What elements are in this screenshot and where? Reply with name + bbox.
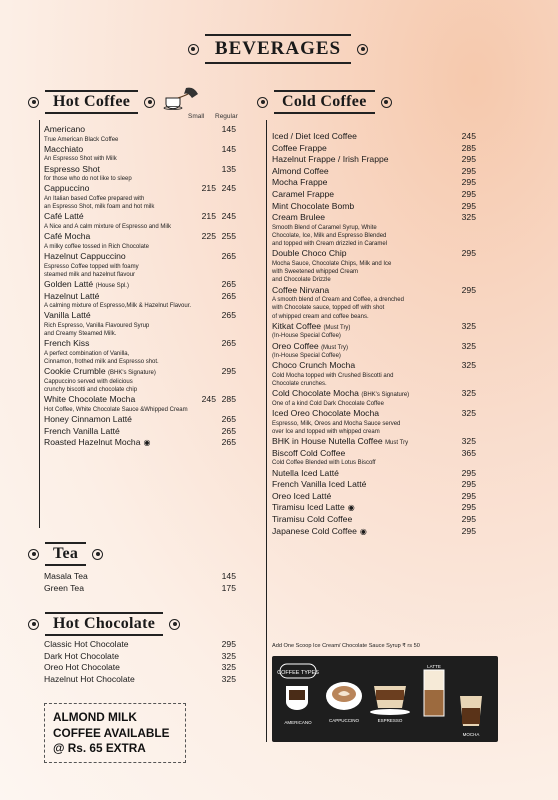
menu-item [44, 124, 240, 136]
tea-list [44, 571, 240, 594]
menu-item [272, 388, 476, 400]
item-price: 245 [461, 131, 476, 141]
item-name-text: Choco Crunch Mocha [272, 360, 356, 371]
item-price: 295 [461, 502, 476, 513]
item-name [44, 394, 135, 406]
item-name-text: Iced Oreo Chocolate Mocha [272, 408, 380, 419]
coffee-types-illustration [272, 656, 498, 742]
item-name-text: Cream Brulee [272, 212, 326, 223]
menu-item [44, 583, 240, 595]
price-small: 225 [201, 231, 216, 242]
item-description: steamed milk and hazelnut flavour [44, 271, 136, 278]
ornament-dot-icon [28, 549, 39, 560]
item-description: for those who do not like to sleep [44, 176, 132, 183]
ornament-dot-icon [92, 549, 103, 560]
item-name: Classic Hot Chocolate [44, 639, 129, 649]
item-name-text: Oreo Iced Latté [272, 490, 332, 501]
menu-item [272, 166, 476, 178]
ornament-dot-icon [188, 44, 199, 55]
item-name [44, 338, 89, 350]
item-name-text: French Kiss [44, 338, 90, 349]
art-label: AMERICANO [284, 720, 312, 725]
item-name-text: French Vanilla Latté [44, 425, 120, 436]
item-tag: (Must Try) [323, 324, 351, 331]
menu-item [272, 248, 476, 260]
item-price: 325 [461, 340, 476, 351]
menu-item [272, 177, 476, 189]
menu-item [44, 571, 240, 583]
item-description: An Italian based Coffee prepared with [44, 195, 145, 202]
menu-item [44, 183, 240, 195]
cold-coffee-list [272, 131, 476, 537]
price-regular: 145 [221, 143, 236, 154]
item-description: One of a kind Cold Dark Chocolate Coffee [272, 400, 384, 407]
ornament-dot-icon [357, 44, 368, 55]
menu-item [44, 291, 240, 303]
menu-item [44, 164, 240, 176]
item-description: Cold Coffee Blended with Lotus Biscoff [272, 460, 376, 467]
item-price: 365 [461, 447, 476, 458]
hot-coffee-list [44, 124, 240, 449]
ornament-dot-icon [28, 619, 39, 630]
tea-heading [28, 542, 103, 566]
item-name: Green Tea [44, 582, 84, 593]
menu-item [272, 514, 476, 526]
item-name-text: Roasted Hazelnut Mocha [44, 437, 141, 448]
item-description: Hot Coffee, White Chocolate Sauce &Whipped Cream [44, 406, 188, 413]
item-price: 325 [461, 212, 476, 223]
item-price: 285 [461, 142, 476, 153]
item-price: 145 [221, 571, 236, 581]
menu-item [44, 394, 240, 406]
price-regular: 285 [221, 394, 236, 405]
menu-item [44, 338, 240, 350]
item-name: Hazelnut Hot Chocolate [44, 673, 135, 684]
menu-item [44, 651, 240, 663]
price-regular: 265 [221, 338, 236, 349]
item-name [272, 388, 409, 402]
item-description: A Nice and A calm mixture of Espresso and Milk [44, 223, 172, 230]
item-name-text: Mocha Frappe [272, 177, 328, 188]
item-description: Cinnamon, frothed milk and Espresso shot. [44, 359, 159, 366]
menu-item [272, 212, 476, 224]
item-name-text: Cold Chocolate Mocha [272, 388, 359, 399]
menu-item [44, 211, 240, 223]
coffee-pot-icon [162, 84, 202, 110]
item-name-text: Golden Latté [44, 278, 94, 289]
item-price: 295 [461, 177, 476, 188]
item-tag: (BHK's Signature) [361, 392, 410, 399]
item-price: 295 [461, 248, 476, 259]
item-price: 295 [461, 513, 476, 524]
item-description: True American Black Coffee [44, 136, 119, 143]
item-price: 325 [461, 388, 476, 399]
column-regular: Regular [215, 113, 238, 120]
hot-chocolate-title: Hot Chocolate [45, 612, 163, 636]
item-description: of whipped cream and coffee beans. [272, 313, 369, 320]
item-price: 175 [221, 582, 236, 593]
menu-item [272, 408, 476, 420]
almond-milk-promo [44, 703, 186, 763]
menu-item [272, 131, 476, 143]
item-description: and topped with Cream drizzled in Caramel [272, 241, 388, 248]
item-description: (In-House Special Coffee) [272, 353, 341, 360]
item-name-text: Hazelnut Frappe / Irish Frappe [272, 154, 389, 165]
item-name-text: Double Choco Chip [272, 248, 347, 259]
item-name-text: Nutella Iced Latté [272, 467, 339, 478]
item-name [44, 211, 84, 223]
item-description: Mocha Sauce, Chocolate Chips, Milk and Ice [272, 260, 392, 267]
item-name [272, 177, 327, 189]
menu-item [272, 321, 476, 333]
item-name-text: Iced / Diet Iced Coffee [272, 131, 357, 141]
item-name [272, 248, 347, 260]
menu-item [44, 639, 240, 651]
item-name-text: Coffee Nirvana [272, 284, 330, 295]
add-on-note: Add One Scoop Ice Cream/ Chocolate Sauce Syrup ₹ rs 50 [272, 643, 420, 649]
menu-item [272, 502, 476, 514]
price-small: 245 [201, 394, 216, 405]
hot-chocolate-list [44, 639, 240, 685]
art-label: COFFEE TYPES [277, 670, 319, 676]
menu-item [44, 310, 240, 322]
item-description: Chocolate crunches. [272, 381, 327, 388]
item-name-text: Café Mocha [44, 231, 91, 242]
item-name-text: Coffee Frappe [272, 142, 327, 153]
ornament-dot-icon [169, 619, 180, 630]
item-name [272, 491, 331, 503]
price-regular: 255 [221, 231, 236, 242]
left-divider [39, 120, 40, 528]
menu-item [272, 491, 476, 503]
menu-item [44, 251, 240, 263]
art-label: CAPPUCCINO [328, 718, 360, 723]
item-name-text: Hazelnut Latté [44, 290, 100, 301]
item-price: 325 [221, 673, 236, 684]
menu-item [44, 662, 240, 674]
item-name [272, 514, 352, 526]
item-description: with Chocolate sauce, topped off with shot [272, 305, 385, 312]
item-price: 325 [461, 360, 476, 371]
menu-item [272, 468, 476, 480]
ornament-dot-icon [28, 97, 39, 108]
item-description: Cold Mocha topped with Crushed Biscotti and [272, 372, 394, 379]
item-name-text: Honey Cinnamon Latté [44, 414, 132, 425]
item-description: Cappuccino served with delicious [44, 378, 133, 385]
item-name [272, 502, 355, 514]
item-name [272, 360, 355, 372]
price-regular: 265 [221, 290, 236, 301]
price-regular: 265 [221, 437, 236, 448]
item-name [272, 479, 366, 491]
promo-line: COFFEE AVAILABLE [53, 725, 170, 740]
menu-item [44, 426, 240, 438]
item-price: 295 [461, 479, 476, 490]
item-price: 295 [461, 165, 476, 176]
item-name [44, 164, 100, 176]
cold-coffee-title: Cold Coffee [274, 90, 375, 114]
item-tag: Must Try [385, 440, 409, 447]
price-regular: 265 [221, 278, 236, 289]
item-price: 295 [461, 284, 476, 295]
item-name [44, 231, 90, 243]
menu-item [272, 526, 476, 538]
menu-item [272, 285, 476, 297]
art-label: MOCHA [462, 732, 480, 737]
menu-item [44, 279, 240, 291]
item-name [272, 341, 348, 355]
item-name-text: Cappuccino [44, 183, 90, 194]
item-name-text: White Chocolate Mocha [44, 394, 136, 405]
item-description: over Ice and topped with whipped cream [272, 428, 380, 435]
item-name [44, 251, 126, 263]
item-name [272, 201, 354, 213]
item-description: Smooth Blend of Caramel Syrup, White [272, 224, 377, 231]
price-regular: 265 [221, 425, 236, 436]
item-price: 325 [461, 436, 476, 447]
item-name [44, 426, 120, 438]
item-name-text: Caramel Frappe [272, 188, 335, 199]
price-regular: 265 [221, 310, 236, 321]
item-description: with Sweetened whipped Cream [272, 269, 359, 276]
item-name-text: Macchiato [44, 143, 84, 154]
item-description: A smooth blend of Cream and Coffee, a drenched [272, 297, 404, 304]
item-description: an Espresso Shot, milk foam and hot milk [44, 204, 155, 211]
veg-icon: ◉ [143, 438, 151, 448]
item-price: 295 [221, 639, 236, 649]
art-label: LATTE [427, 664, 441, 669]
item-name [44, 437, 150, 449]
price-regular: 135 [221, 163, 236, 174]
item-name-text: Japanese Cold Coffee [272, 525, 357, 536]
item-name [272, 143, 327, 155]
menu-item [272, 341, 476, 353]
item-name [44, 183, 89, 195]
item-price: 325 [221, 662, 236, 673]
item-name: Oreo Hot Chocolate [44, 662, 120, 673]
item-name-text: BHK in House Nutella Coffee [272, 436, 383, 447]
item-name [272, 468, 339, 480]
menu-item [272, 189, 476, 201]
item-description: Espresso Coffee topped with foamy [44, 263, 139, 270]
item-price: 295 [461, 154, 476, 165]
item-name-text: Tiramisu Cold Coffee [272, 513, 353, 524]
item-name [272, 408, 379, 420]
item-name [272, 212, 325, 224]
menu-item [44, 437, 240, 449]
item-description: and Creamy Steamed Milk. [44, 331, 117, 338]
item-name-text: Oreo Coffee [272, 340, 319, 351]
item-tag: (BHK's Signature) [108, 370, 156, 377]
item-description: An Espresso Shot with Milk [44, 156, 117, 163]
item-description: Rich Espresso, Vanilla Flavoured Syrup [44, 322, 150, 329]
menu-item [44, 414, 240, 426]
item-description: Espresso, Milk, Oreos and Mocha Sauce served [272, 420, 401, 427]
price-small: 215 [201, 183, 216, 194]
page-title [165, 34, 391, 64]
item-price: 295 [461, 490, 476, 501]
item-name-text: Hazelnut Cappuccino [44, 250, 126, 261]
item-name [272, 526, 367, 538]
item-name-text: French Vanilla Iced Latté [272, 479, 367, 490]
item-name [272, 189, 334, 201]
price-regular: 145 [221, 124, 236, 134]
item-price: 295 [461, 525, 476, 536]
cold-coffee-heading [257, 90, 392, 114]
item-name [44, 414, 132, 426]
item-description: Chocolate, Ice, Milk and Espresso Blended [272, 232, 387, 239]
item-description: (In-House Special Coffee) [272, 333, 341, 340]
item-name-text: Cookie Crumble [44, 366, 106, 377]
ornament-dot-icon [257, 97, 268, 108]
item-name [44, 291, 99, 303]
menu-item [44, 674, 240, 686]
item-name-text: Almond Coffee [272, 165, 329, 176]
column-small: Small [188, 113, 205, 120]
item-price: 325 [461, 320, 476, 331]
item-tag: (House Spl.) [95, 282, 129, 289]
promo-line: ALMOND MILK [53, 710, 137, 724]
veg-icon: ◉ [347, 503, 355, 513]
veg-icon: ◉ [359, 526, 367, 536]
item-name [272, 166, 329, 178]
promo-line: @ Rs. 65 EXTRA [53, 741, 146, 755]
item-price: 325 [221, 650, 236, 661]
item-name-text: Café Latté [44, 211, 84, 222]
menu-item [272, 143, 476, 155]
price-regular: 245 [221, 211, 236, 222]
tea-title: Tea [45, 542, 86, 566]
art-label: ESPRESSO [377, 718, 403, 723]
item-price: 325 [461, 408, 476, 419]
item-name: Masala Tea [44, 571, 88, 581]
item-name [272, 131, 357, 143]
price-regular: 295 [221, 366, 236, 377]
item-name: Dark Hot Chocolate [44, 650, 119, 661]
item-name-text: Mint Chocolate Bomb [272, 200, 355, 211]
item-description: crunchy biscotti and chocolate chip [44, 387, 138, 394]
menu-item [44, 144, 240, 156]
price-regular: 265 [221, 414, 236, 425]
item-name-text: Tiramisu Iced Latte [272, 502, 345, 513]
item-name [272, 321, 350, 335]
hot-coffee-heading [28, 90, 155, 114]
ornament-dot-icon [144, 97, 155, 108]
item-price: 295 [461, 200, 476, 211]
item-name [272, 154, 389, 166]
item-name-text: Espresso Shot [44, 163, 100, 174]
hot-coffee-title: Hot Coffee [45, 90, 138, 114]
item-name [44, 124, 85, 136]
menu-item [44, 366, 240, 378]
item-name-text: Kitkat Coffee [272, 320, 322, 331]
ornament-dot-icon [381, 97, 392, 108]
item-description: and Chocolate Drizzle [272, 277, 331, 284]
item-name [272, 448, 345, 460]
menu-item [44, 231, 240, 243]
item-description: A calming mixture of Espresso,Milk & Hazelnut Flavour. [44, 303, 192, 310]
beverages-title: BEVERAGES [205, 34, 351, 64]
item-name [44, 144, 83, 156]
item-name [272, 285, 329, 297]
item-description: A milky coffee tossed in Rich Chocolate [44, 243, 149, 250]
menu-item [272, 479, 476, 491]
menu-item [272, 436, 476, 448]
item-name [44, 366, 156, 380]
item-price: 295 [461, 188, 476, 199]
menu-item [272, 154, 476, 166]
menu-item [272, 201, 476, 213]
right-divider [266, 120, 267, 742]
item-name [44, 310, 91, 322]
hot-chocolate-heading [28, 612, 180, 636]
item-name-text: Vanilla Latté [44, 310, 91, 321]
menu-item [272, 360, 476, 372]
menu-item [272, 448, 476, 460]
item-price: 295 [461, 467, 476, 478]
item-name-text: Americano [44, 124, 86, 134]
item-name-text: Biscoff Cold Coffee [272, 447, 346, 458]
price-regular: 265 [221, 250, 236, 261]
item-description: A perfect combination of Vanilla, [44, 350, 130, 357]
price-small: 215 [201, 211, 216, 222]
item-tag: (Must Try) [321, 344, 349, 351]
price-regular: 245 [221, 183, 236, 194]
